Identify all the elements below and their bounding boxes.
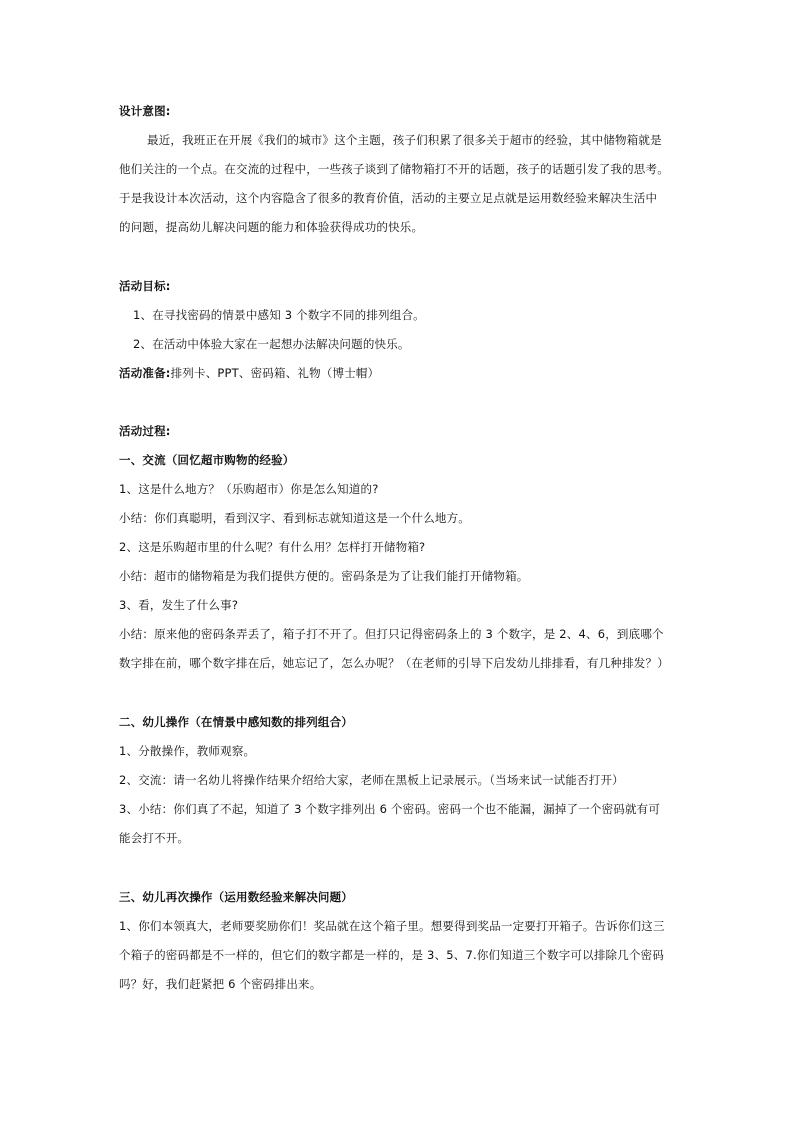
part3-title: 三、幼儿再次操作（运用数经验来解决问题） [119,890,353,904]
design-intent-heading: 设计意图: [119,104,171,118]
design-intent-line: 他们关注的一个点。在交流的过程中，一些孩子谈到了储物箱打不开的话题，孩子的话题引发了我的思考。 [119,162,669,176]
part2-line: 2、交流：请一名幼儿将操作结果介绍给大家，老师在黑板上记录展示。（当场来试一试能否打开） [119,773,624,787]
part1-line: 1、这是什么地方？（乐购超市）你是怎么知道的? [119,482,379,496]
design-intent-line: 于是我设计本次活动，这个内容隐含了很多的教育价值，活动的主要立足点就是运用数经验来解决生活中 [119,191,658,205]
process-heading: 活动过程: [119,424,171,438]
part1-line: 小结：你们真聪明，看到汉字、看到标志就知道这是一个什么地方。 [119,511,470,525]
part3-line: 吗？好，我们赶紧把 6 个密码排出来。 [119,977,322,991]
part1-line: 小结：原来他的密码条弄丢了，箱子打不开了。但打只记得密码条上的 3 个数字，是 2、4、6，到底哪个 [119,627,664,641]
goals-heading: 活动目标: [119,279,171,293]
preparation-text: 排列卡、PPT、密码箱、礼物（博士帽） [170,366,380,380]
part1-line: 3、看，发生了什么事? [119,598,239,612]
goal-item: 1、在寻找密码的情景中感知 3 个数字不同的排列组合。 [133,308,425,322]
part1-line: 小结：超市的储物箱是为我们提供方便的。密码条是为了让我们能打开储物箱。 [119,569,529,583]
preparation-line [119,365,379,381]
goal-item: 2、在活动中体验大家在一起想办法解决问题的快乐。 [133,337,410,351]
part1-line: 数字排在前，哪个数字排在后，她忘记了，怎么办呢？（在老师的引导下启发幼儿排排看，有几种排发？） [119,656,669,670]
part2-line: 1、分散操作，教师观察。 [119,744,256,758]
part3-line: 1、你们本领真大，老师要奖励你们！奖品就在这个箱子里。想要得到奖品一定要打开箱子。告诉你们这三 [119,919,665,933]
part2-title: 二、幼儿操作（在情景中感知数的排列组合） [119,715,353,729]
part3-line: 个箱子的密码都是不一样的，但它们的数字都是一样的，是 3、5、7.你们知道三个数字可以排除几个密码 [119,948,665,962]
design-intent-line: 最近，我班正在开展《我们的城市》这个主题，孩子们积累了很多关于超市的经验，其中储物箱就是 [147,133,662,147]
preparation-label: 活动准备: [119,366,171,380]
part2-line: 能会打不开。 [119,831,190,845]
design-intent-line: 的问题，提高幼儿解决问题的能力和体验获得成功的快乐。 [119,220,424,234]
part1-title: 一、交流（回忆超市购物的经验） [119,453,295,467]
part2-line: 3、小结：你们真了不起，知道了 3 个数字排列出 6 个密码。密码一个也不能漏，漏掉了一个密码就有可 [119,802,661,816]
part1-line: 2、这是乐购超市里的什么呢？有什么用？怎样打开储物箱? [119,540,426,554]
